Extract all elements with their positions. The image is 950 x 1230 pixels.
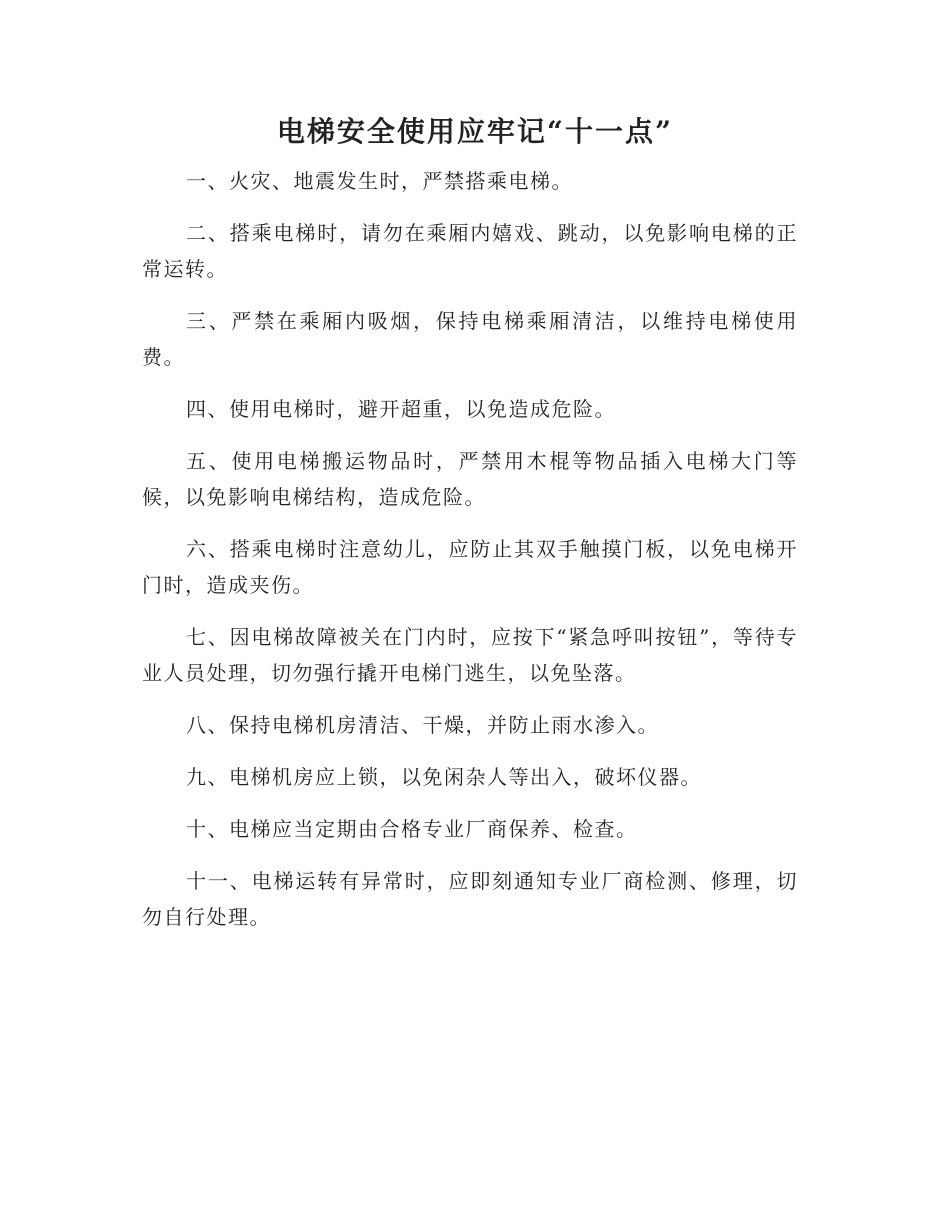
- rule-item-4: 四、使用电梯时，避开超重，以免造成危险。: [186, 397, 616, 421]
- rule-item-6: 六、搭乘电梯时注意幼儿，应防止其双手触摸门板，以免电梯开门时，造成夹伤。: [142, 537, 798, 597]
- document-title: 电梯安全使用应牢记“十一点”: [276, 115, 674, 148]
- rule-item-3: 三、严禁在乘厢内吸烟，保持电梯乘厢清洁，以维持电梯使用费。: [142, 309, 798, 369]
- rule-item-10: 十、电梯应当定期由合格专业厂商保养、检查。: [186, 817, 638, 841]
- rule-item-8: 八、保持电梯机房清洁、干燥，并防止雨水渗入。: [186, 713, 659, 737]
- rule-item-2: 二、搭乘电梯时，请勿在乘厢内嬉戏、跳动，以免影响电梯的正常运转。: [142, 221, 798, 281]
- rule-item-11: 十一、电梯运转有异常时，应即刻通知专业厂商检测、修理，切勿自行处理。: [142, 869, 798, 929]
- rule-item-1: 一、火灾、地震发生时，严禁搭乘电梯。: [186, 169, 573, 193]
- rule-item-9: 九、电梯机房应上锁，以免闲杂人等出入，破坏仪器。: [186, 765, 702, 789]
- rule-item-7: 七、因电梯故障被关在门内时，应按下“紧急呼叫按钮”，等待专业人员处理，切勿强行撬开电梯门逃生，以免坠落。: [142, 625, 798, 685]
- rule-item-5: 五、使用电梯搬运物品时，严禁用木棍等物品插入电梯大门等候，以免影响电梯结构，造成危险。: [142, 449, 798, 509]
- document-body: [142, 163, 798, 951]
